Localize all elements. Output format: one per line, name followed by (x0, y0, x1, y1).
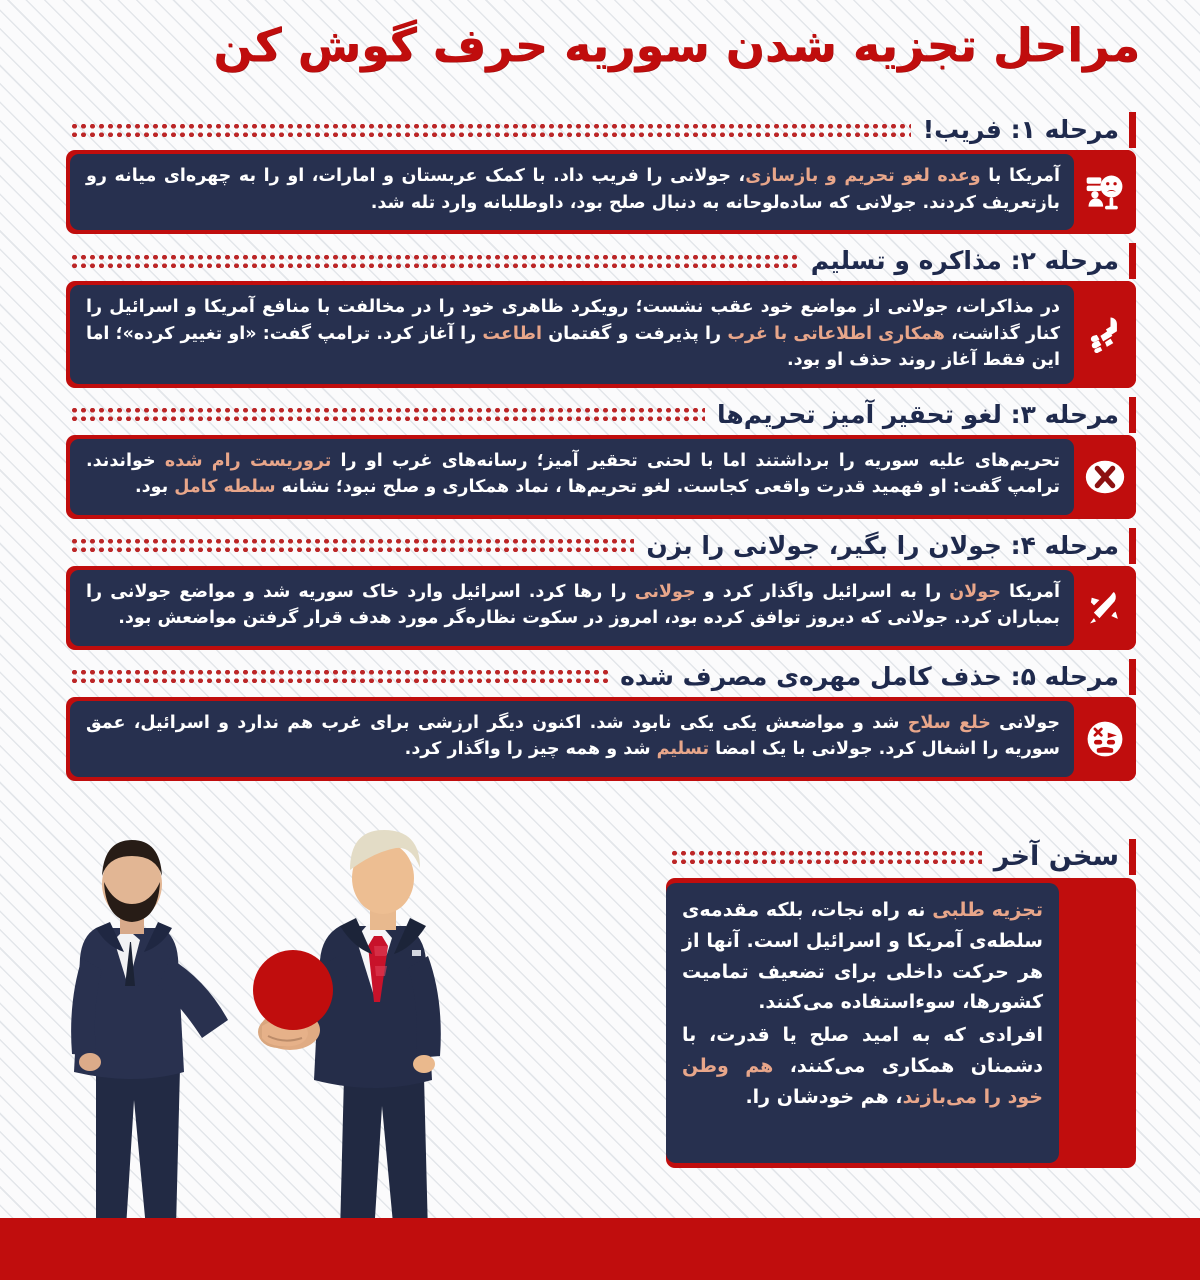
step-5-header (66, 659, 1136, 695)
dotted-rule (70, 122, 911, 139)
dotted-rule (670, 849, 982, 866)
final-paragraph-1: تجزیه طلبی نه راه نجات، بلکه مقدمه‌ی سلطه‌ی آمریکا و اسرائیل است. آنها از هر حرکت داخلی برای تضعیف تمامیت کشورها، سوءاستفاده می‌کنند. (682, 899, 1043, 1014)
header-accent-bar (1129, 112, 1136, 148)
step-3-body: تحریم‌های علیه سوریه را برداشتند اما با لحنی تحقیر آمیز؛ رسانه‌های غرب او را تروریست رام شده خواندند. ترامپ گفت: او فهمید قدرت واقعی کجاست. لغو تحریم‌ها ، نماد همکاری و صلح نبود؛ نشانه سلطه کامل بود. (70, 439, 1074, 515)
step-1 (66, 112, 1136, 234)
header-accent-bar (1129, 528, 1136, 564)
step-5-title: مرحله ۵: حذف کامل مهره‌ی مصرف شده (620, 661, 1119, 691)
bottom-red-band (0, 1218, 1200, 1280)
step-1-title: مرحله ۱: فریب! (922, 115, 1119, 144)
step-2-header (66, 243, 1136, 279)
final-word-header (666, 838, 1136, 876)
step-4-card (66, 566, 1136, 650)
header-accent-bar (1129, 397, 1136, 433)
step-2-card (66, 281, 1136, 388)
final-word-text (666, 883, 1059, 1163)
dead-face-icon (1074, 697, 1136, 781)
step-4-title: مرحله ۴: جولان را بگیر، جولانی را بزن (646, 530, 1119, 560)
final-word-title: سخن آخر (993, 841, 1119, 872)
step-2 (66, 243, 1136, 388)
step-1-header (66, 112, 1136, 148)
photo-red-accent-circle (253, 950, 333, 1030)
step-5-body: جولانی خلع سلاح شد و مواضعش یکی یکی نابود شد. اکنون دیگر ارزشی برای غرب هم ندارد و اسرائیل، عمق سوریه را اشغال کرد. جولانی با یک امضا تسلیم شد و همه چیز را واگذار کرد. (70, 701, 1074, 777)
step-1-card (66, 150, 1136, 234)
page-title-wrapper (0, 16, 1200, 75)
step-3 (66, 397, 1136, 519)
step-2-title: مرحله ۲: مذاکره و تسلیم (810, 246, 1119, 275)
step-1-body: آمریکا با وعده لغو تحریم و بازسازی، جولانی را فریب داد. با کمک عربستان و امارات، او را به چهره‌ای میانه رو بازتعریف کردند. جولانی که ساده‌لوحانه به دنبال صلح بود، داوطلبانه وارد تله شد. (70, 154, 1074, 230)
step-3-header (66, 397, 1136, 433)
step-3-card (66, 435, 1136, 519)
handshake-photo (0, 800, 620, 1280)
step-3-title: مرحله ۳: لغو تحقیر آمیز تحریم‌ها (716, 399, 1119, 429)
bottom-section (0, 800, 1200, 1280)
dotted-rule (70, 406, 705, 423)
dotted-rule (70, 668, 608, 685)
missile-icon (1074, 566, 1136, 650)
step-4 (66, 528, 1136, 650)
steps-list (0, 112, 1200, 790)
step-5-card (66, 697, 1136, 781)
handshake-illustration (0, 800, 620, 1280)
header-accent-bar (1129, 243, 1136, 279)
final-card-red-margin (1064, 878, 1136, 1168)
header-accent-bar (1129, 659, 1136, 695)
step-2-body: در مذاکرات، جولانی از مواضع خود عقب نشست؛ رویکرد ظاهری خود را در مخالفت با منافع آمریکا و اسرائیل را کنار گذاشت، همکاری اطلاعاتی با غرب را پذیرفت و گفتمان اطاعت را آغاز کرد. ترامپ گفت: «او تغییر کرده»؛ اما این فقط آغاز روند حذف او بود. (70, 285, 1074, 384)
dotted-rule (70, 253, 799, 270)
dotted-rule (70, 537, 634, 554)
final-paragraph-2: افرادی که به امید صلح یا قدرت، با دشمنان همکاری می‌کنند، هم وطن خود را می‌بازند، هم خودشان را. (682, 1024, 1043, 1108)
header-accent-bar (1129, 839, 1136, 875)
final-word-section (666, 838, 1136, 1168)
page-title: مراحل تجزیه شدن سوریه حرف گوش کن (213, 18, 1140, 72)
x-circle-icon (1074, 435, 1136, 519)
step-4-header (66, 528, 1136, 564)
final-word-card (666, 878, 1136, 1168)
person-with-mask-icon (1074, 150, 1136, 234)
step-5 (66, 659, 1136, 781)
step-4-body: آمریکا جولان را به اسرائیل واگذار کرد و جولانی را رها کرد. اسرائیل وارد خاک سوریه شد و مواضع جولانی را بمباران کرد. جولانی که دیروز توافق کرده بود، امروز در سکوت نظاره‌گر مورد هدف قرار گرفتن مواضعش بود. (70, 570, 1074, 646)
handshake-icon (1074, 281, 1136, 388)
